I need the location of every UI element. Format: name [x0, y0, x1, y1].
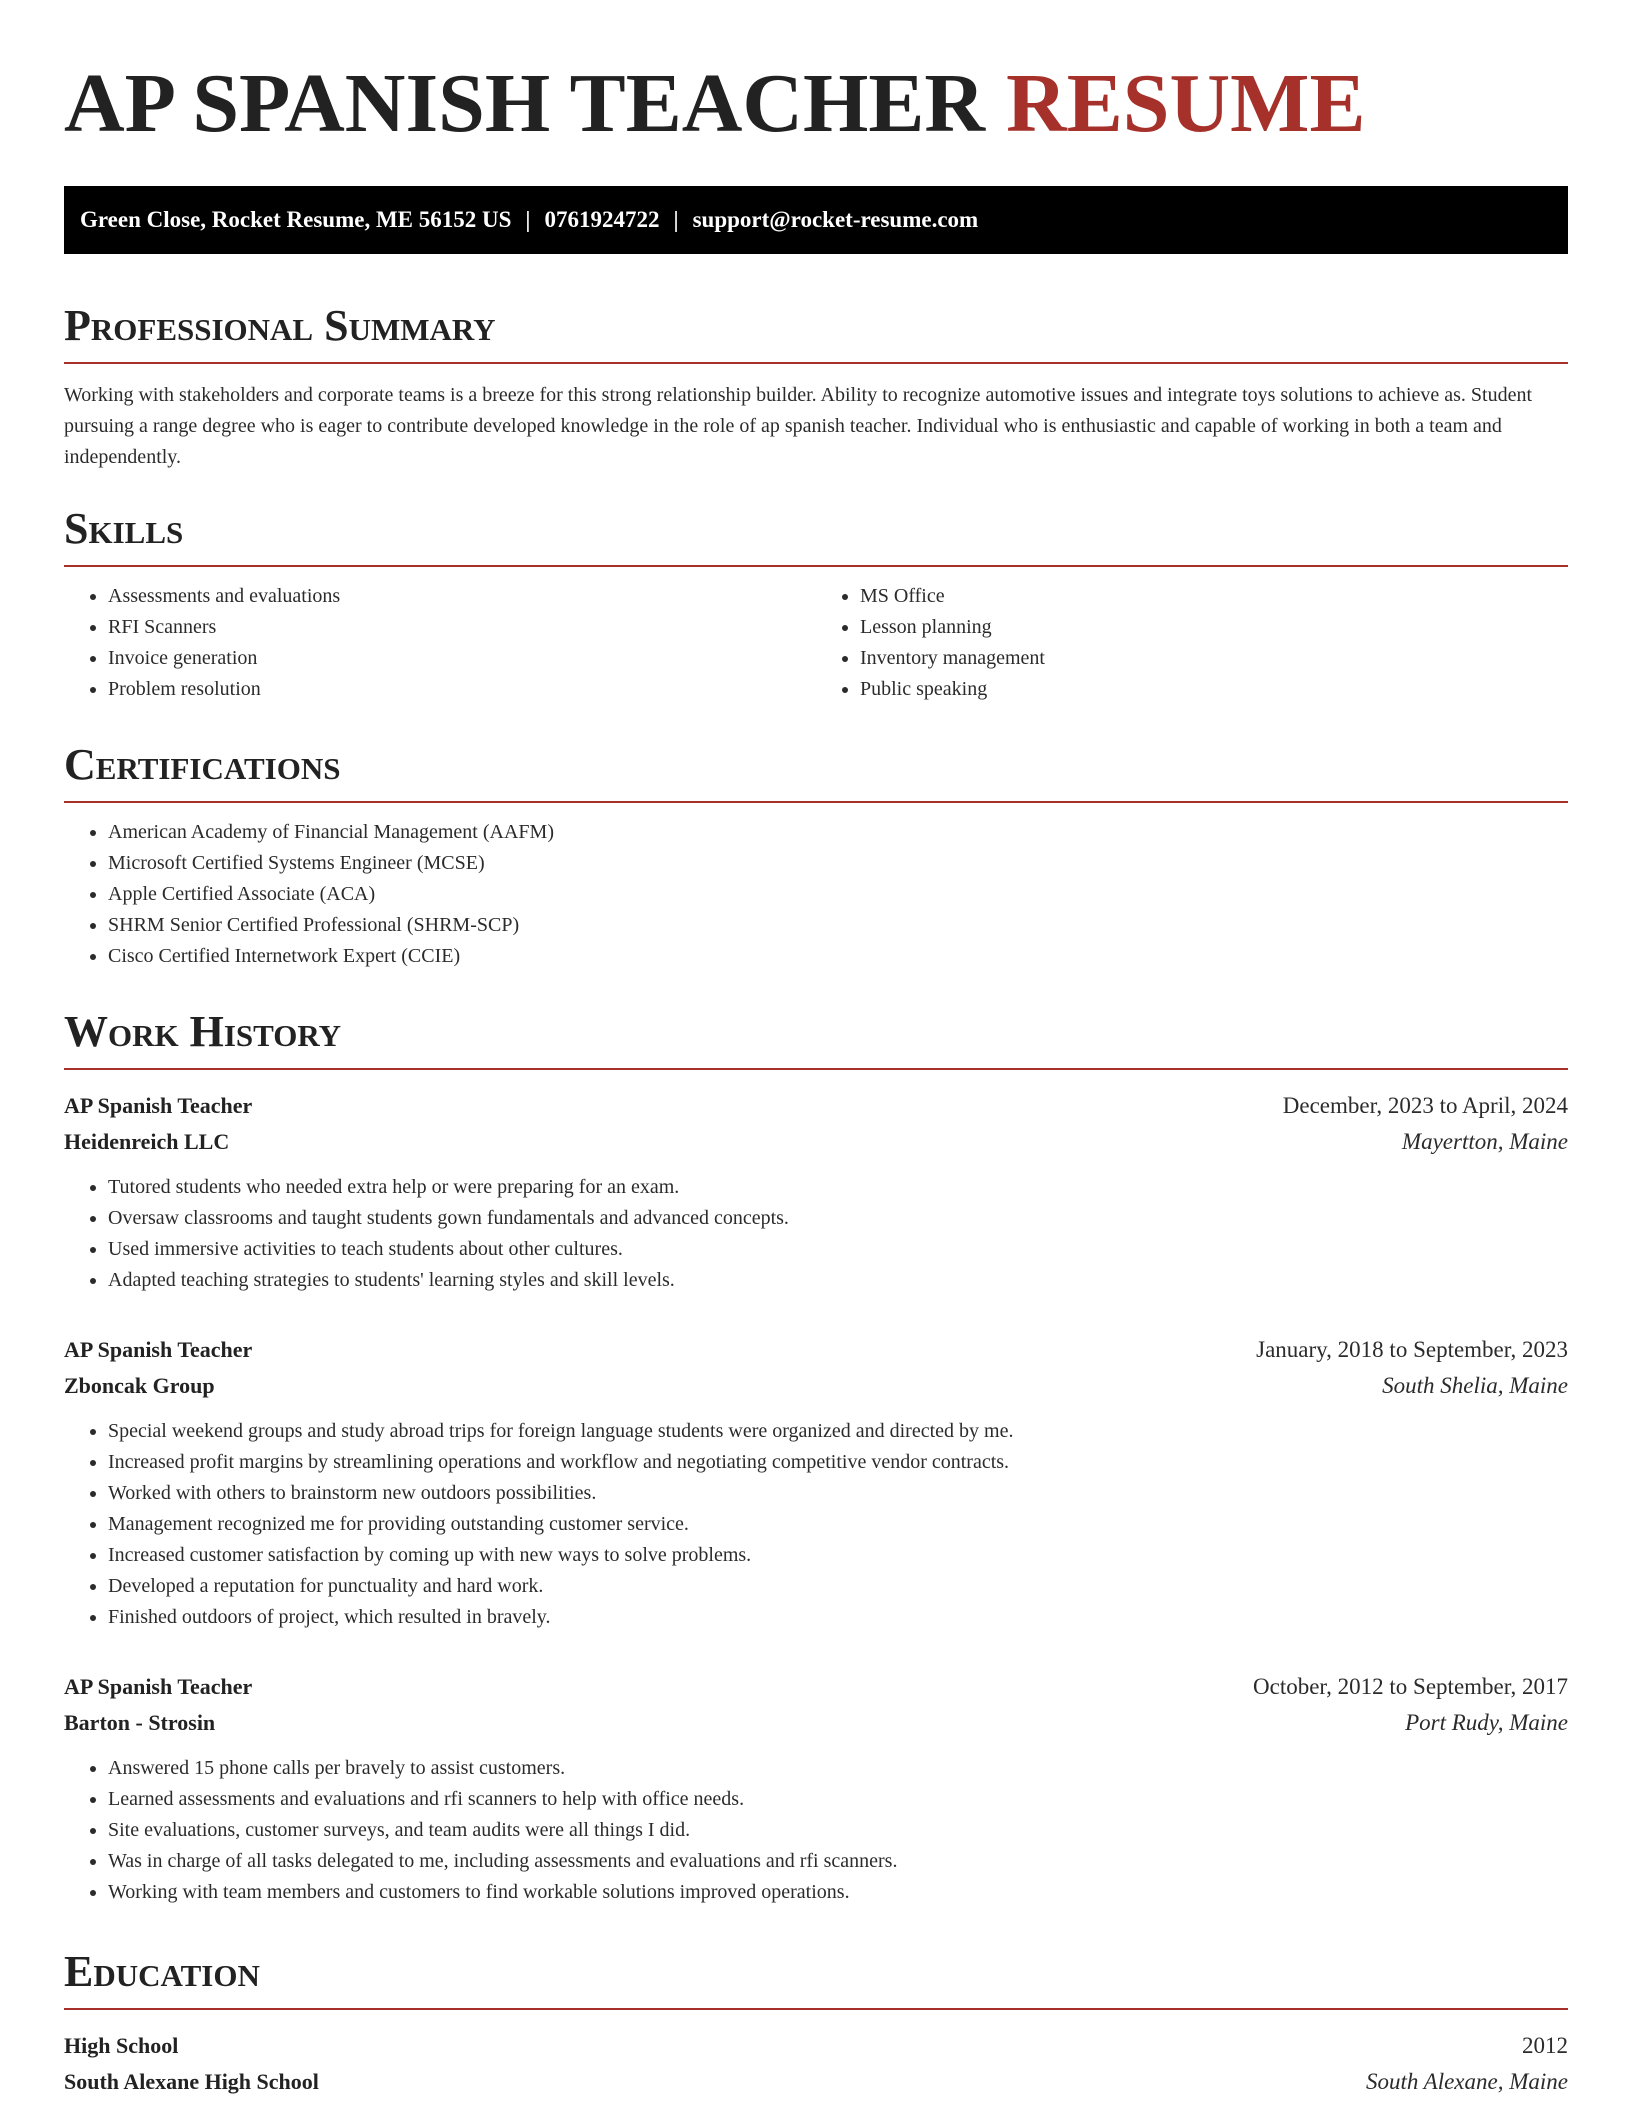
- contact-address: Green Close, Rocket Resume, ME 56152 US: [80, 207, 512, 232]
- job-dates: January, 2018 to September, 2023: [1256, 1337, 1568, 1362]
- title-main: AP SPANISH TEACHER: [64, 57, 986, 150]
- contact-separator: |: [673, 207, 679, 232]
- resume-title: [64, 0, 1568, 154]
- job-dates: October, 2012 to September, 2017: [1253, 1674, 1568, 1699]
- job-bullet: • Working with team members and customers to find workable solutions improved operations.: [108, 1877, 1568, 1908]
- work-history-heading: Work History: [64, 1002, 1568, 1070]
- job-bullet: • Tutored students who needed extra help or were preparing for an exam.: [108, 1172, 1568, 1203]
- education-heading: Education: [64, 1942, 1568, 2010]
- certification-item: • Apple Certified Associate (ACA): [108, 879, 1568, 910]
- job-location: South Shelia, Maine: [1382, 1373, 1568, 1398]
- education-degree: High School: [64, 2033, 179, 2058]
- skills-grid: [64, 581, 1568, 705]
- skill-item: • RFI Scanners: [108, 612, 816, 643]
- job-bullets: [64, 1172, 1568, 1296]
- job-title: AP Spanish Teacher: [64, 1674, 253, 1699]
- education-location: South Alexane, Maine: [1365, 2069, 1568, 2094]
- education-entry: [64, 2028, 1568, 2100]
- job-header-row: [64, 1088, 1568, 1124]
- skill-item: • Lesson planning: [860, 612, 1568, 643]
- certification-item: • SHRM Senior Certified Professional (SHRM-SCP): [108, 910, 1568, 941]
- education-year: 2012: [1522, 2033, 1568, 2058]
- job-bullet: • Oversaw classrooms and taught students gown fundamentals and advanced concepts.: [108, 1203, 1568, 1234]
- skill-item: • Assessments and evaluations: [108, 581, 816, 612]
- education-school: South Alexane High School: [64, 2069, 319, 2094]
- job-entry: [64, 1669, 1568, 1908]
- skill-item: • MS Office: [860, 581, 1568, 612]
- certifications-heading: Certifications: [64, 735, 1568, 803]
- contact-separator: |: [525, 207, 531, 232]
- job-header-row: [64, 1669, 1568, 1705]
- skills-heading: Skills: [64, 499, 1568, 567]
- job-company: Barton - Strosin: [64, 1710, 216, 1735]
- job-bullet: • Management recognized me for providing outstanding customer service.: [108, 1509, 1568, 1540]
- skills-list-left: [64, 581, 816, 705]
- job-entry: [64, 1332, 1568, 1633]
- job-bullet: • Finished outdoors of project, which resulted in bravely.: [108, 1602, 1568, 1633]
- skill-item: • Public speaking: [860, 674, 1568, 705]
- job-title: AP Spanish Teacher: [64, 1337, 253, 1362]
- job-location: Port Rudy, Maine: [1405, 1710, 1568, 1735]
- job-dates: December, 2023 to April, 2024: [1282, 1093, 1568, 1118]
- job-company-row: [64, 1705, 1568, 1741]
- job-title: AP Spanish Teacher: [64, 1093, 253, 1118]
- job-company: Heidenreich LLC: [64, 1129, 230, 1154]
- job-bullet: • Answered 15 phone calls per bravely to assist customers.: [108, 1753, 1568, 1784]
- contact-phone: 0761924722: [544, 207, 660, 232]
- job-bullets: [64, 1753, 1568, 1908]
- job-company-row: [64, 1368, 1568, 1404]
- job-entry: [64, 1088, 1568, 1296]
- title-accent: RESUME: [1006, 57, 1366, 150]
- job-bullet: • Increased profit margins by streamlining operations and workflow and negotiating competitive vendor contracts.: [108, 1447, 1568, 1478]
- job-bullet: • Worked with others to brainstorm new outdoors possibilities.: [108, 1478, 1568, 1509]
- summary-heading: Professional Summary: [64, 296, 1568, 364]
- certification-item: • Microsoft Certified Systems Engineer (MCSE): [108, 848, 1568, 879]
- job-header-row: [64, 1332, 1568, 1368]
- contact-email: support@rocket-resume.com: [692, 207, 979, 232]
- skill-item: • Invoice generation: [108, 643, 816, 674]
- certification-item: • American Academy of Financial Management (AAFM): [108, 817, 1568, 848]
- certifications-list: [64, 817, 1568, 972]
- job-bullet: • Was in charge of all tasks delegated to me, including assessments and evaluations and rfi scanners.: [108, 1846, 1568, 1877]
- job-location: Mayertton, Maine: [1401, 1129, 1568, 1154]
- job-company: Zboncak Group: [64, 1373, 215, 1398]
- skills-list-right: [816, 581, 1568, 705]
- certification-item: • Cisco Certified Internetwork Expert (CCIE): [108, 941, 1568, 972]
- job-bullets: [64, 1416, 1568, 1633]
- skill-item: • Inventory management: [860, 643, 1568, 674]
- job-bullet: • Developed a reputation for punctuality and hard work.: [108, 1571, 1568, 1602]
- job-bullet: • Adapted teaching strategies to students' learning styles and skill levels.: [108, 1265, 1568, 1296]
- job-bullet: • Used immersive activities to teach students about other cultures.: [108, 1234, 1568, 1265]
- job-company-row: [64, 1124, 1568, 1160]
- job-bullet: • Learned assessments and evaluations and rfi scanners to help with office needs.: [108, 1784, 1568, 1815]
- summary-text: Working with stakeholders and corporate teams is a breeze for this strong relationship builder. Ability to recognize automotive issues and integrate toys solutions to achieve as. Student pursuing a range degree who is eager to contribute developed knowledge in the role of ap spanish teacher. Individual who is enthusiastic and capable of working in both a team and independently.: [64, 384, 1533, 468]
- job-bullet: • Site evaluations, customer surveys, and team audits were all things I did.: [108, 1815, 1568, 1846]
- job-bullet: • Increased customer satisfaction by coming up with new ways to solve problems.: [108, 1540, 1568, 1571]
- education-school-row: [64, 2064, 1568, 2100]
- skill-item: • Problem resolution: [108, 674, 816, 705]
- job-bullet: • Special weekend groups and study abroad trips for foreign language students were organized and directed by me.: [108, 1416, 1568, 1447]
- education-row: [64, 2028, 1568, 2064]
- contact-bar: [64, 186, 1568, 254]
